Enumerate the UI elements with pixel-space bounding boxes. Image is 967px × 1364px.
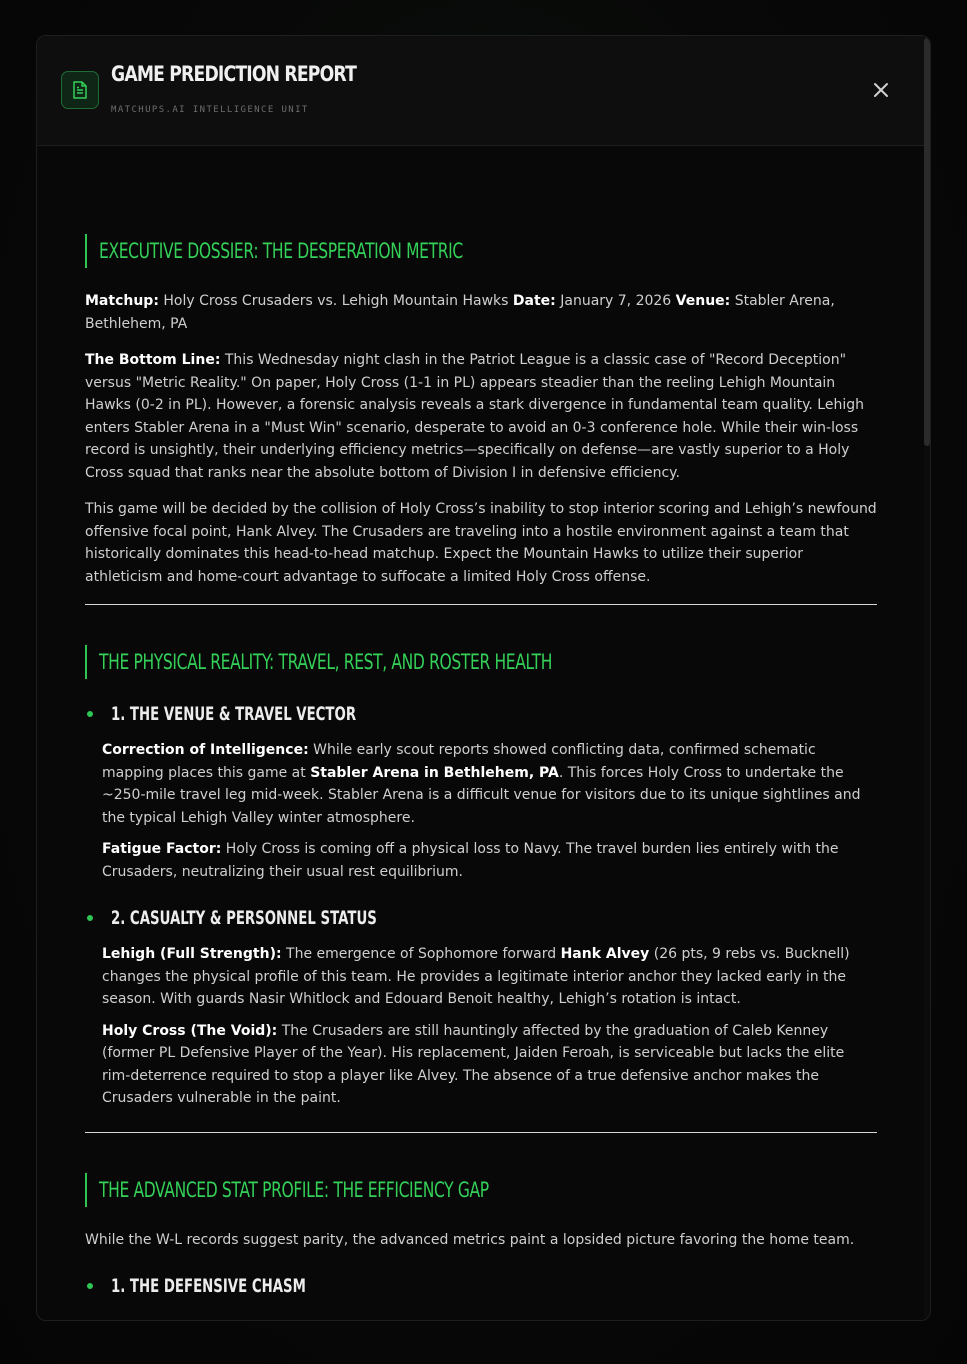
report-modal xyxy=(36,35,931,1321)
lehigh-label: Lehigh (Full Strength): xyxy=(102,946,282,962)
section-divider xyxy=(85,604,877,605)
lehigh-paragraph xyxy=(102,943,877,1011)
bullet-icon xyxy=(87,1283,93,1289)
subsection-title-venue: 1. THE VENUE & TRAVEL VECTOR xyxy=(85,701,877,727)
fatigue-text: Holy Cross is coming off a physical loss to Navy. The travel burden lies entirely with the Crusaders, neutralizing their usual rest equilibrium. xyxy=(102,841,839,880)
correction-text-a: While early scout reports showed conflicting data, confirmed schematic mapping places this game at xyxy=(102,742,816,781)
document-icon xyxy=(61,71,99,109)
subsection-title-defensive: 1. THE DEFENSIVE CHASM xyxy=(85,1273,877,1299)
executive-paragraph-2: This game will be decided by the collision of Holy Cross’s inability to stop interior scoring and Lehigh’s newfound offensive focal point, Hank Alvey. The Crusaders are traveling into a hostile environment against a team that historically dominates this head-to-head matchup. Expect the Mountain Hawks to utilize their superior athleticism and home-court advantage to suffocate a limited Holy Cross offense. xyxy=(85,501,877,585)
subsection-title-personnel: 2. CASUALTY & PERSONNEL STATUS xyxy=(85,905,877,931)
bullet-icon xyxy=(87,915,93,921)
modal-subtitle: MATCHUPS.AI INTELLIGENCE UNIT xyxy=(111,105,309,115)
venue-emphasis: Stabler Arena in Bethlehem, PA xyxy=(310,764,559,781)
fatigue-paragraph xyxy=(102,838,877,883)
subsection-personnel-body xyxy=(102,943,877,1110)
modal-header xyxy=(37,36,930,146)
bottom-line-label: The Bottom Line: xyxy=(85,352,221,368)
lehigh-text-a: The emergence of Sophomore forward xyxy=(286,946,557,962)
section-title-advanced: THE ADVANCED STAT PROFILE: THE EFFICIENCY GAP xyxy=(85,1173,877,1207)
advanced-intro: While the W-L records suggest parity, the advanced metrics paint a lopsided picture favoring the home team. xyxy=(85,1231,855,1248)
date-value: January 7, 2026 xyxy=(560,293,672,309)
matchup-value: Holy Cross Crusaders vs. Lehigh Mountain Hawks xyxy=(163,293,509,309)
date-label: Date: xyxy=(512,293,556,309)
player-emphasis: Hank Alvey xyxy=(560,946,650,962)
subsection-venue-body xyxy=(102,739,877,883)
holy-cross-paragraph xyxy=(102,1020,877,1110)
matchup-label: Matchup: xyxy=(85,293,159,309)
correction-paragraph xyxy=(102,739,877,829)
matchup-paragraph xyxy=(85,290,877,335)
close-icon[interactable] xyxy=(869,78,893,102)
venue-value: Stabler Arena, Bethlehem, PA xyxy=(85,293,835,332)
section-title-physical: THE PHYSICAL REALITY: TRAVEL, REST, AND ROSTER HEALTH xyxy=(85,645,877,679)
scrollbar-thumb[interactable] xyxy=(924,38,930,446)
lehigh-text-b: (26 pts, 9 rebs vs. Bucknell) changes the physical profile of this team. He provides a legitimate interior anchor they lacked early in the season. With guards Nasir Whitlock and Edouard Benoit healthy, Lehigh’s rotation is intact. xyxy=(102,946,850,1007)
fatigue-label: Fatigue Factor: xyxy=(102,841,222,857)
scrollbar[interactable] xyxy=(924,36,930,1320)
bullet-icon xyxy=(87,711,93,717)
section-title-executive: EXECUTIVE DOSSIER: THE DESPERATION METRIC xyxy=(85,234,877,268)
venue-label: Venue: xyxy=(675,293,731,309)
report-content xyxy=(85,146,877,1311)
correction-text-b: . This forces Holy Cross to undertake the ~250-mile travel leg mid-week. Stabler Arena is a difficult venue for visitors due to its unique sightlines and the typical Lehigh Valley winter atmosphere. xyxy=(102,764,861,826)
modal-title: GAME PREDICTION REPORT xyxy=(111,62,357,86)
bottom-line-text: This Wednesday night clash in the Patriot League is a classic case of "Record Deception" versus "Metric Reality." On paper, Holy Cross (1-1 in PL) appears steadier than the reeling Lehigh Mountain Hawks (0-2 in PL). However, a forensic analysis reveals a stark divergence in fundamental team quality. Lehigh enters Stabler Arena in a "Must Win" scenario, desperate to avoid an 0-3 conference hole. While their win-loss record is unsightly, their underlying efficiency metrics—specifically on defense—are vastly superior to a Holy Cross squad that ranks near the absolute bottom of Division I in defensive efficiency. xyxy=(85,352,864,481)
holy-cross-text: The Crusaders are still hauntingly affected by the graduation of Caleb Kenney (former PL Defensive Player of the Year). His replacement, Jaiden Feroah, is serviceable but lacks the elite rim-deterrence required to stop a player like Alvey. The absence of a true defensive anchor makes the Crusaders vulnerable in the paint. xyxy=(102,1022,845,1106)
correction-label: Correction of Intelligence: xyxy=(102,742,309,758)
section-divider xyxy=(85,1132,877,1133)
holy-cross-label: Holy Cross (The Void): xyxy=(102,1022,278,1039)
bottom-line-paragraph xyxy=(85,349,877,484)
